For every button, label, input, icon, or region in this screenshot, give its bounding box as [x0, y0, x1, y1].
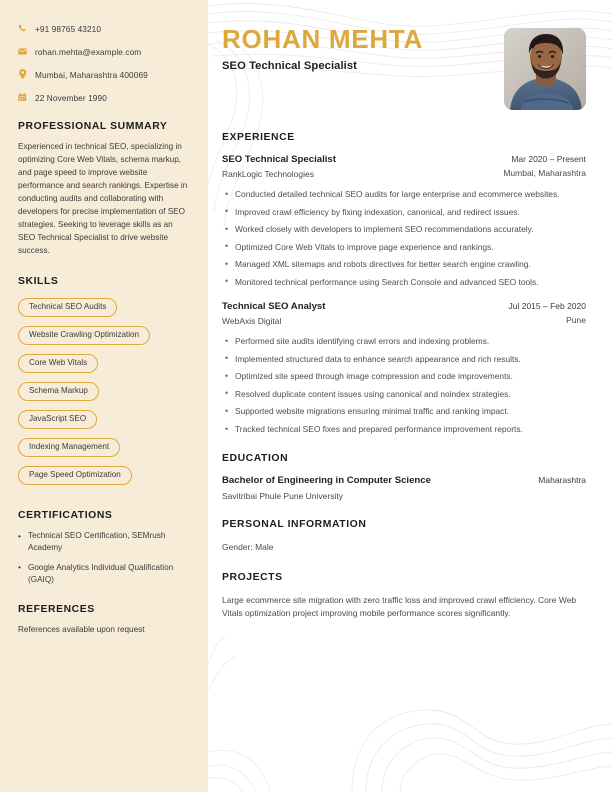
projects-text: Large ecommerce site migration with zero traffic loss and improved crawl efficiency. Core Web Vitals optimization project improving mobile performance scores significantly. — [222, 594, 577, 618]
education-degree: Bachelor of Engineering in Computer Science — [222, 475, 431, 487]
section-heading-education: EDUCATION — [222, 453, 289, 465]
job-bullet-list — [222, 188, 586, 288]
list-item: • Implemented structured data to enhance search appearance and rich results. — [222, 353, 586, 365]
section-heading-references: REFERENCES — [18, 604, 95, 616]
skill-pill: JavaScript SEO — [18, 410, 97, 429]
certifications-list — [18, 530, 190, 586]
contact-item-email — [18, 47, 190, 57]
job-company: RankLogic Technologies — [222, 168, 314, 179]
list-item: • Optimized site speed through image compression and code improvements. — [222, 370, 586, 382]
contact-item-location — [18, 70, 190, 80]
personal-information-text: Gender: Male — [222, 541, 274, 552]
avatar — [504, 28, 586, 110]
list-item: • Conducted detailed technical SEO audits for large enterprise and ecommerce websites. — [222, 188, 586, 200]
sidebar — [0, 0, 208, 792]
main-content — [208, 0, 612, 792]
contact-list — [18, 24, 190, 103]
header-job-title: SEO Technical Specialist — [222, 60, 358, 73]
calendar-icon — [18, 92, 27, 102]
contact-value-phone: +91 98765 43210 — [35, 24, 102, 34]
list-item: • Optimized Core Web Vitals to improve page experience and rankings. — [222, 241, 586, 253]
experience-entry — [222, 301, 586, 435]
list-item: • Performed site audits identifying crawl errors and indexing problems. — [222, 335, 586, 347]
list-item: • Technical SEO Certification, SEMrush Academy — [18, 530, 190, 555]
experience-entry-right — [503, 154, 586, 179]
experience-entry-header — [222, 154, 586, 180]
header-text-block — [222, 26, 423, 72]
job-dates: Mar 2020 – Present — [511, 154, 586, 164]
page-title: ROHAN MEHTA — [222, 24, 424, 54]
skill-pill: Schema Markup — [18, 382, 99, 401]
professional-summary-text: Experienced in technical SEO, specializing in optimizing Core Web Vitals, schema markup, and page speed to improve website performance and search rankings. Expertise in conducting audits and collaborating with developers for precise implementation of SEO strategies. Seeking to leverage skills as an SEO Technical Specialist to drive website success. — [18, 141, 188, 255]
experience-entry — [222, 154, 586, 288]
experience-entry-right — [508, 301, 586, 326]
job-location: Pune — [566, 314, 586, 325]
experience-entry-left — [222, 154, 489, 180]
job-role: Technical SEO Analyst — [222, 301, 326, 313]
envelope-icon — [18, 46, 27, 56]
education-location: Maharashtra — [538, 475, 586, 486]
list-item: • Monitored technical performance using Search Console and advanced SEO tools. — [222, 276, 586, 288]
phone-icon — [18, 24, 27, 34]
job-bullet-list — [222, 335, 586, 435]
job-location: Mumbai, Maharashtra — [503, 167, 586, 178]
contact-item-phone — [18, 24, 190, 34]
job-dates: Jul 2015 – Feb 2020 — [508, 301, 586, 312]
experience-entry-left — [222, 301, 494, 327]
section-heading-skills: SKILLS — [18, 275, 59, 287]
list-item: • Improved crawl efficiency by fixing indexation, canonical, and redirect issues. — [222, 206, 586, 218]
contact-value-location: Mumbai, Maharashtra 400069 — [35, 69, 148, 80]
job-company: WebAxis Digital — [222, 316, 282, 327]
skill-pill: Technical SEO Audits — [18, 298, 117, 317]
section-heading-certifications: CERTIFICATIONS — [18, 510, 113, 522]
education-entry-left — [222, 475, 431, 501]
experience-entry-header — [222, 301, 586, 327]
list-item: • Worked closely with developers to implement SEO recommendations accurately. — [222, 223, 586, 235]
location-pin-icon — [18, 69, 27, 79]
list-item: • Google Analytics Individual Qualification (GAIQ) — [18, 562, 190, 587]
contact-value-birthdate: 22 November 1990 — [35, 92, 107, 103]
section-heading-personal-information: PERSONAL INFORMATION — [222, 518, 367, 530]
skill-pill: Website Crawling Optimization — [18, 326, 150, 345]
section-heading-experience: EXPERIENCE — [222, 132, 295, 143]
skills-list — [18, 296, 190, 493]
job-role: SEO Technical Specialist — [222, 154, 336, 165]
section-heading-professional-summary: PROFESSIONAL SUMMARY — [18, 120, 168, 132]
section-heading-projects: PROJECTS — [222, 571, 283, 583]
list-item: • Managed XML sitemaps and robots directives for better search engine crawling. — [222, 258, 586, 270]
contact-value-email: rohan.mehta@example.com — [35, 46, 142, 57]
skill-pill: Page Speed Optimization — [18, 466, 132, 485]
list-item: • Tracked technical SEO fixes and prepared performance improvement reports. — [222, 423, 586, 435]
education-entry — [222, 475, 586, 501]
skill-pill: Indexing Management — [18, 438, 120, 457]
skill-pill: Core Web Vitals — [18, 354, 98, 373]
contact-item-birthdate — [18, 93, 190, 103]
references-text: References available upon request — [18, 625, 145, 635]
resume-header — [222, 26, 586, 110]
list-item: • Supported website migrations ensuring minimal traffic and ranking impact. — [222, 405, 586, 417]
education-school: Savitribai Phule Pune University — [222, 490, 343, 501]
list-item: • Resolved duplicate content issues using canonical and noindex strategies. — [222, 388, 586, 400]
